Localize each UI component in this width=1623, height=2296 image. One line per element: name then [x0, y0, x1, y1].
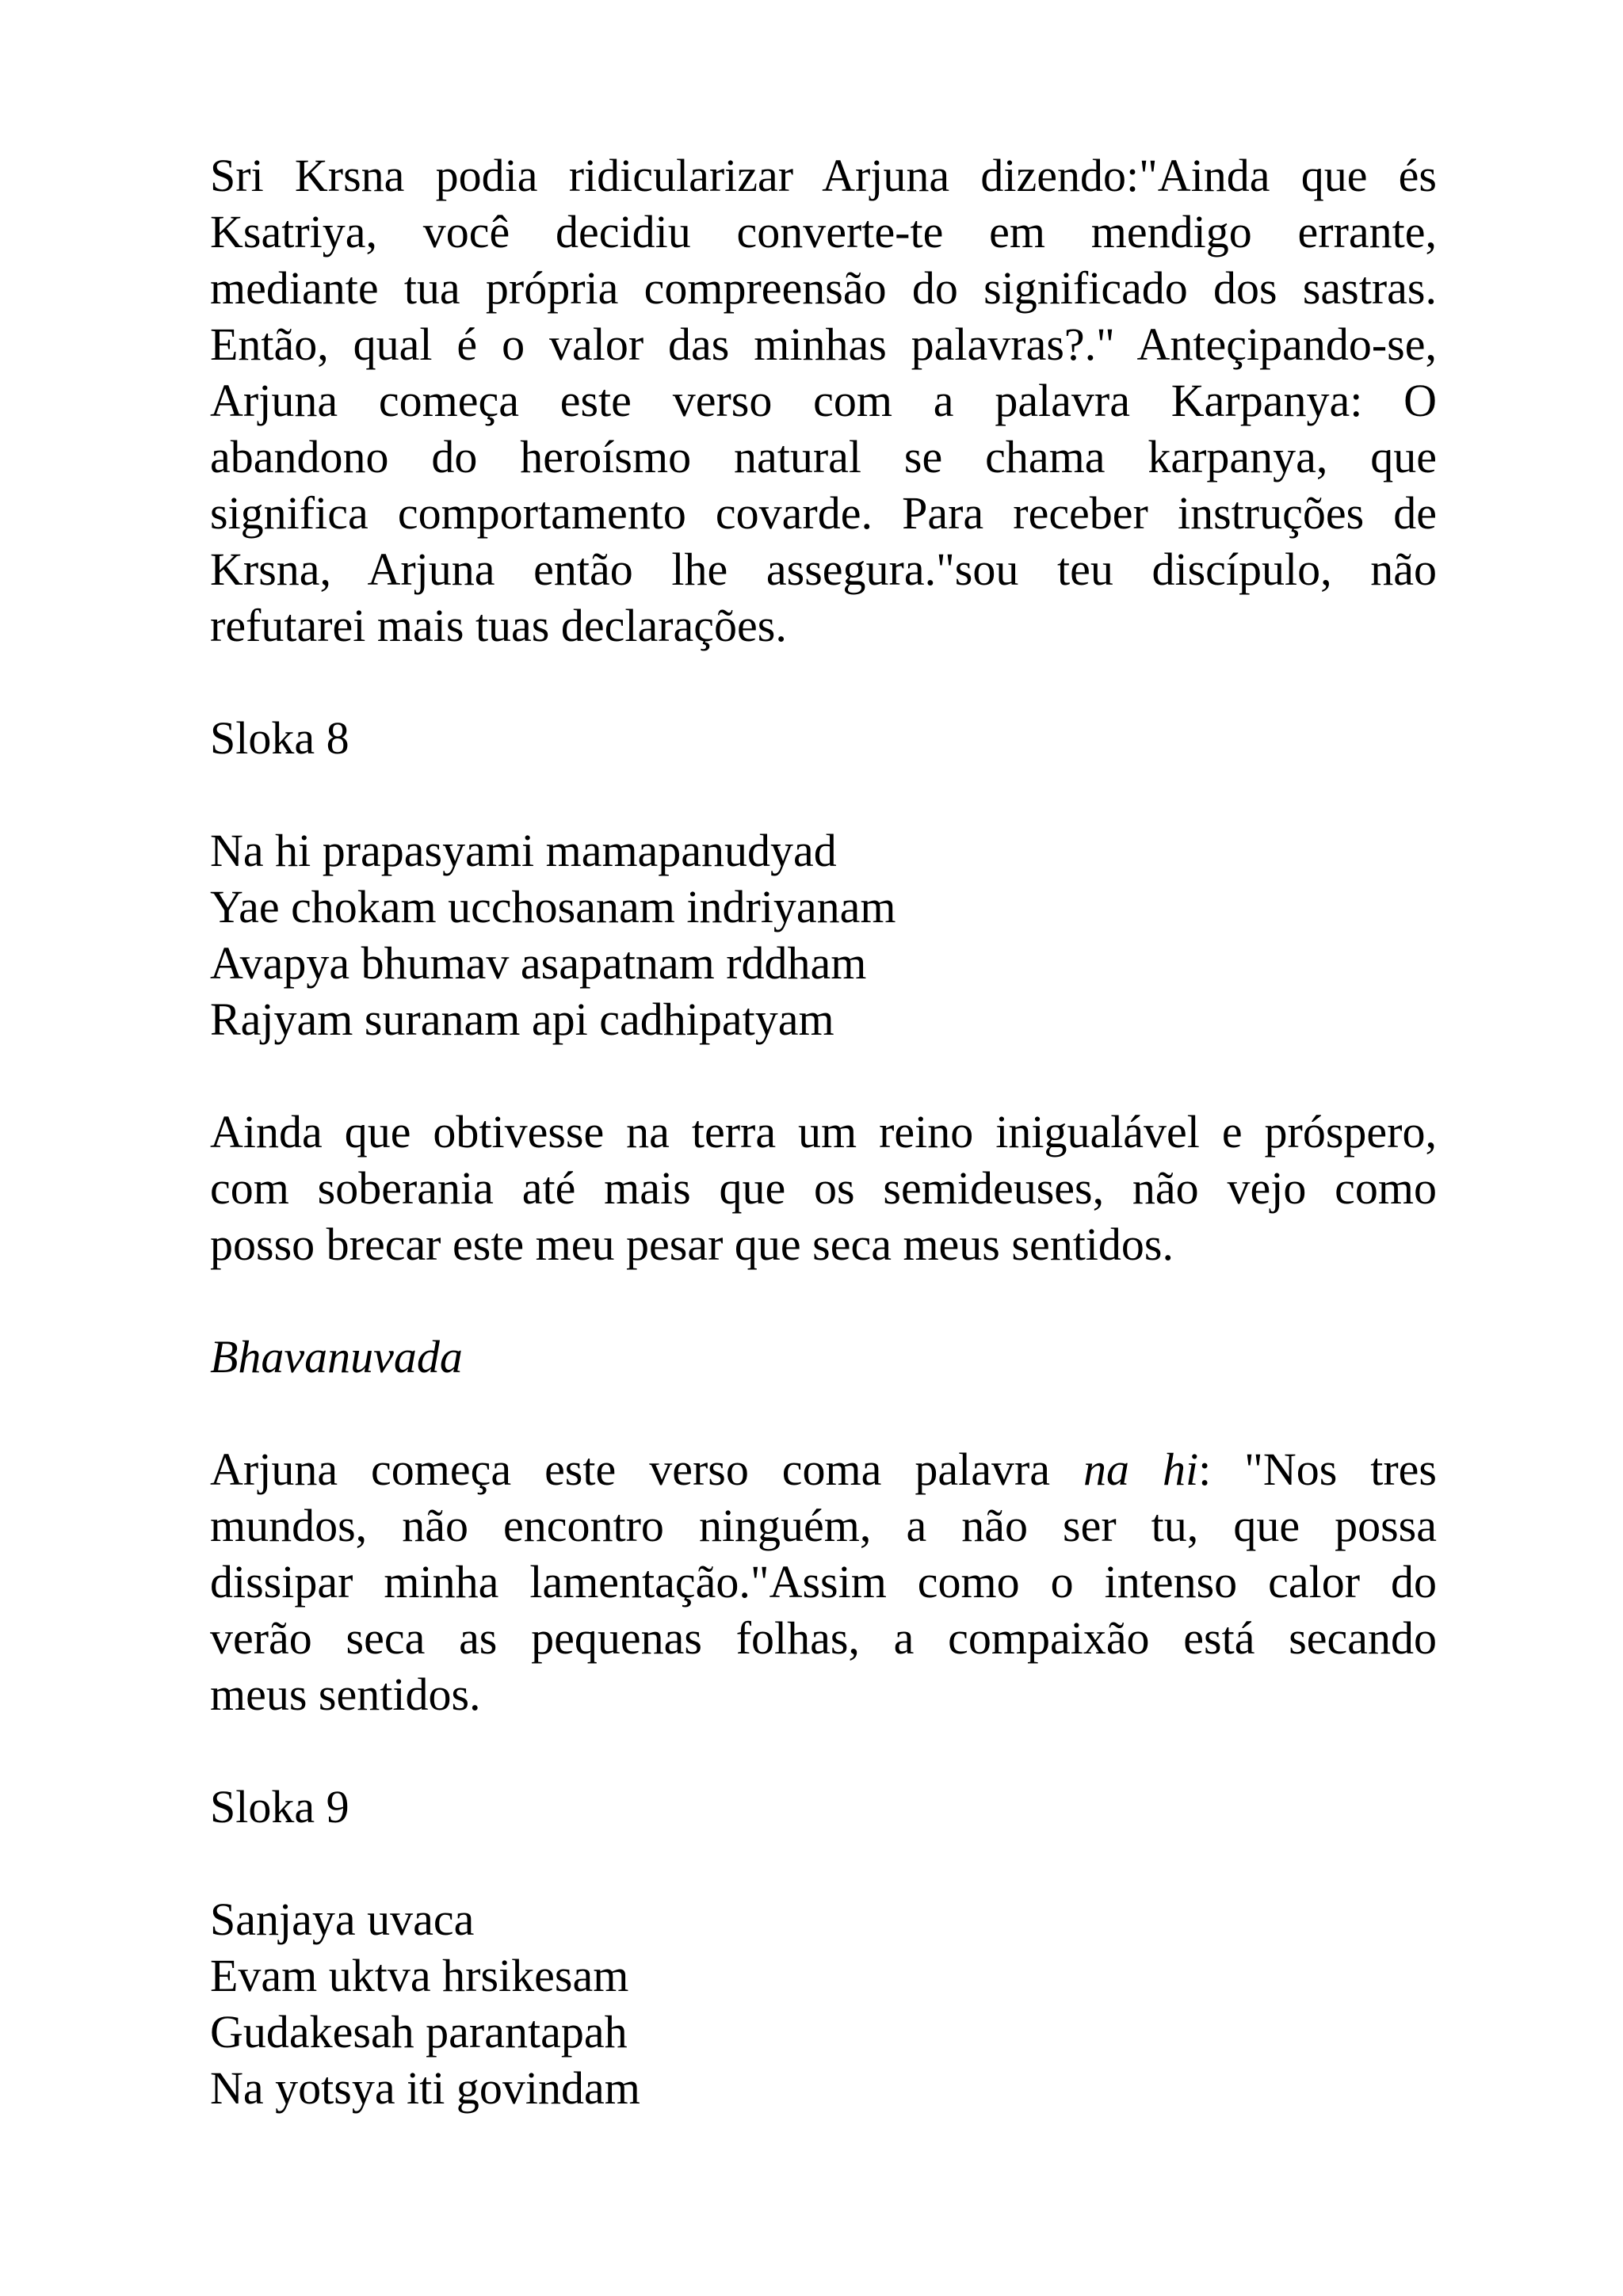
- verse-line: Evam uktva hrsikesam: [210, 1950, 629, 2001]
- text-line: com soberania até mais que os semideuses, não vejo como: [210, 1162, 1437, 1214]
- italic-term: na hi: [1083, 1444, 1199, 1495]
- text-line: meus sentidos.: [210, 1669, 481, 1720]
- text-line: refutarei mais tuas declarações.: [210, 600, 787, 651]
- text-fragment: Arjuna começa este verso coma palavra: [210, 1444, 1083, 1495]
- text-line: Ksatriya, você decidiu converte-te em mendigo errante,: [210, 206, 1437, 257]
- text-line: significa comportamento covarde. Para receber instruções de: [210, 487, 1437, 539]
- text-line: Arjuna começa este verso com a palavra Karpanya: O: [210, 375, 1437, 426]
- text-line: abandono do heroísmo natural se chama karpanya, que: [210, 431, 1437, 482]
- document-page: [210, 147, 1437, 2116]
- text-line: [210, 1441, 1437, 1497]
- verse-line: Avapya bhumav asapatnam rddham: [210, 937, 867, 989]
- text-line: verão seca as pequenas folhas, a compaixão está secando: [210, 1612, 1437, 1664]
- text-line: dissipar minha lamentação."Assim como o intenso calor do: [210, 1556, 1437, 1608]
- text-line: Ainda que obtivesse na terra um reino inigualável e próspero,: [210, 1106, 1437, 1158]
- sloka-8-verse: [210, 822, 1437, 1047]
- verse-line: Sanjaya uvaca: [210, 1894, 475, 1945]
- commentary-paragraph: [210, 1441, 1437, 1722]
- verse-line: Gudakesah parantapah: [210, 2006, 628, 2058]
- paragraph-intro: [210, 147, 1437, 654]
- text-line: Então, qual é o valor das minhas palavras?." Anteçipando-se,: [210, 318, 1437, 370]
- translation-8: [210, 1104, 1437, 1272]
- verse-line: Na hi prapasyami mamapanudyad: [210, 825, 837, 876]
- text-line: Sri Krsna podia ridicularizar Arjuna dizendo:"Ainda que és: [210, 150, 1437, 201]
- verse-line: Yae chokam ucchosanam indriyanam: [210, 881, 896, 933]
- bhavanuvada-heading: Bhavanuvada: [210, 1331, 463, 1383]
- sloka-8-heading: Sloka 8: [210, 712, 349, 764]
- text-line: Krsna, Arjuna então lhe assegura."sou teu discípulo, não: [210, 543, 1437, 595]
- sloka-9-heading: Sloka 9: [210, 1781, 349, 1833]
- verse-line: Rajyam suranam api cadhipatyam: [210, 994, 834, 1045]
- text-line: mundos, não encontro ninguém, a não ser tu, que possa: [210, 1500, 1437, 1551]
- sloka-9-verse: [210, 1891, 1437, 2116]
- text-fragment: : "Nos tres: [1198, 1444, 1437, 1495]
- text-line: posso brecar este meu pesar que seca meus sentidos.: [210, 1219, 1174, 1270]
- verse-line: Na yotsya iti govindam: [210, 2062, 640, 2114]
- text-line: mediante tua própria compreensão do significado dos sastras.: [210, 262, 1437, 314]
